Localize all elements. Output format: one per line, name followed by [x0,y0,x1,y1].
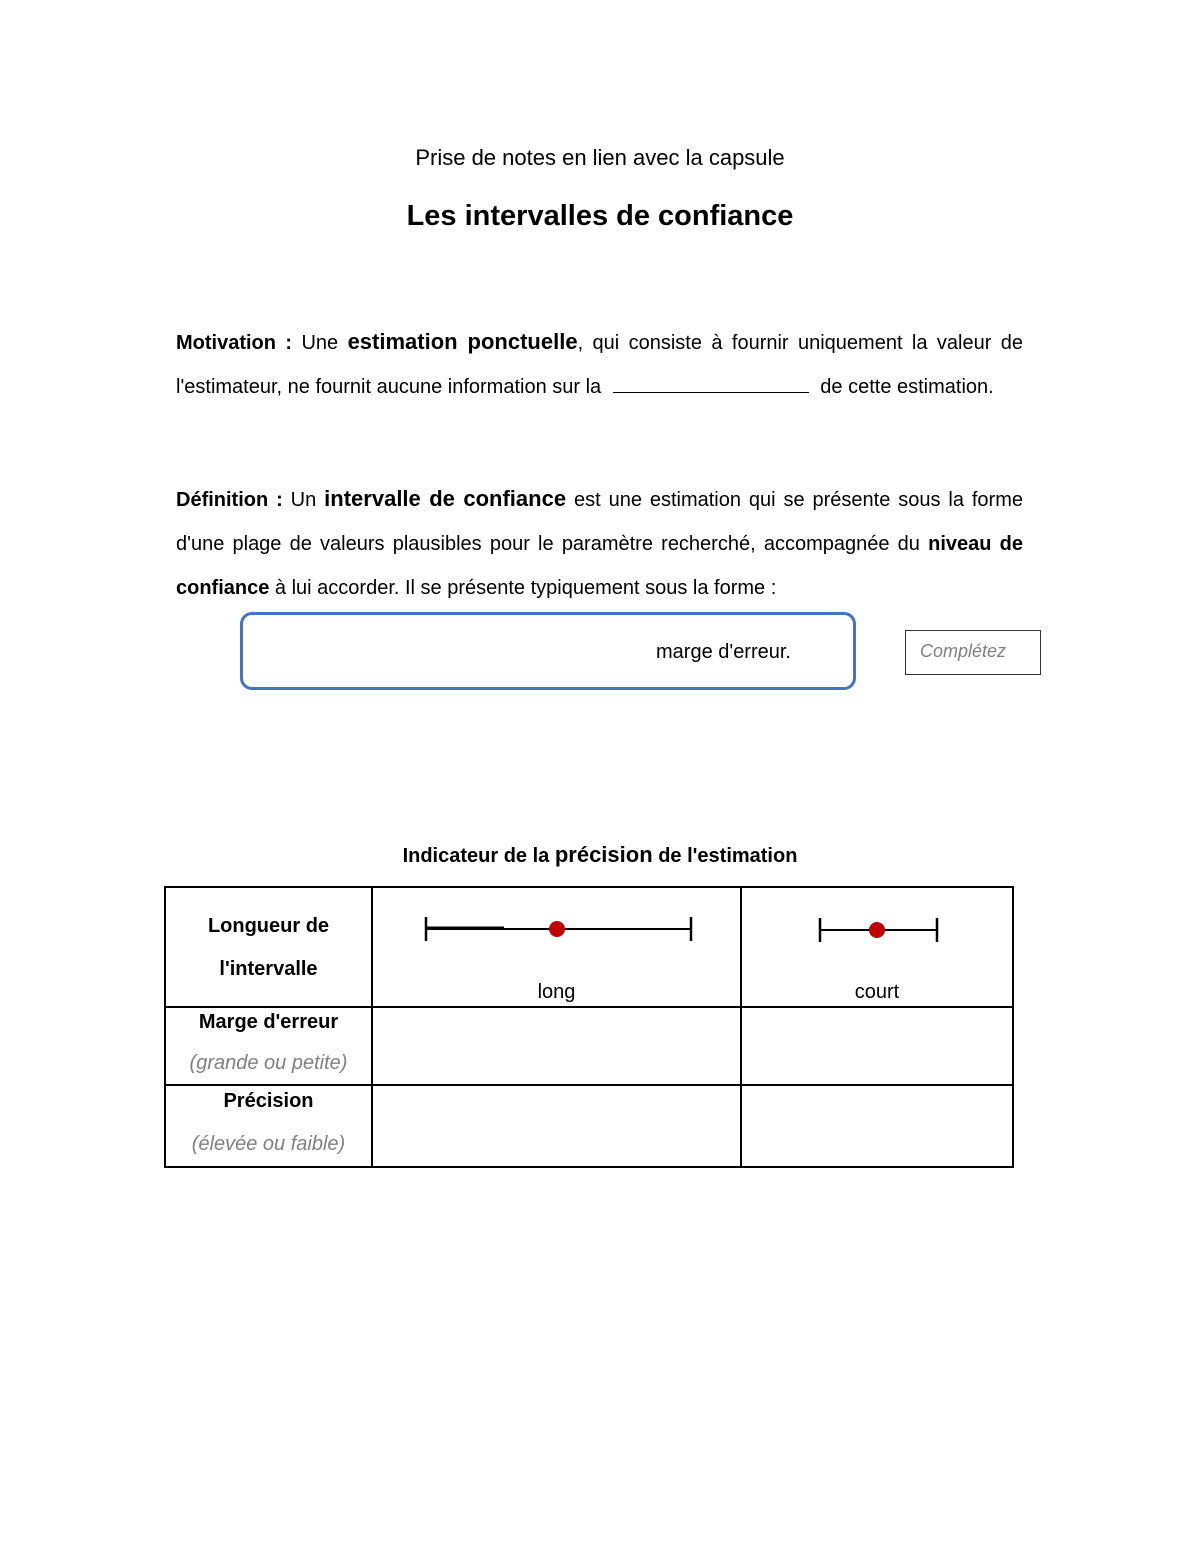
definition-label: Définition : [176,489,283,511]
short-interval-cell [741,887,1013,1007]
row-header-precision-label: Précision [223,1090,314,1112]
motivation-text-2: , qui consiste à fournir uniquement la valeur de l'estimateur, ne fournit aucune information sur la [176,332,1023,398]
row-header-margin-hint: (grande ou petite) [189,1052,348,1074]
motivation-term: estimation ponctuelle [347,329,578,354]
formula-text: marge d'erreur. [656,641,791,663]
motivation-paragraph [176,320,1023,409]
table-caption-2: de l'estimation [652,845,798,867]
precision-short-cell[interactable] [741,1085,1013,1167]
motivation-text-1: Une [292,332,348,354]
row-header-length-line2: l'intervalle [219,958,318,980]
definition-text-2: est une estimation qui se présente sous la forme d'une plage de valeurs plausibles pour le paramètre recherché, accompagnée du [176,489,1024,555]
table-caption-term: précision [554,842,653,867]
margin-long-cell[interactable] [372,1007,741,1085]
long-interval-label: long [537,981,576,1003]
row-header-margin [165,1007,372,1085]
long-interval-point [549,921,565,937]
page-title: Les intervalles de confiance [406,200,794,232]
motivation-label: Motivation : [176,332,293,354]
complete-hint-box: Complétez [905,630,1041,675]
definition-text-1: Un [282,489,325,511]
short-interval-point [869,922,885,938]
definition-paragraph [176,477,1023,610]
page-subtitle: Prise de notes en lien avec la capsule [415,145,785,170]
short-interval-label: court [854,981,900,1003]
precision-table [164,886,1014,1168]
table-row [165,887,1013,1007]
definition-term: intervalle de confiance [324,486,567,511]
row-header-precision [165,1085,372,1167]
margin-short-cell[interactable] [741,1007,1013,1085]
table-row [165,1085,1013,1167]
row-header-margin-label: Marge d'erreur [198,1011,339,1033]
table-row [165,1007,1013,1085]
formula-box[interactable] [240,612,856,690]
row-header-length [165,887,372,1007]
row-header-length-line1: Longueur de [207,915,330,937]
motivation-text-3: de cette estimation. [820,376,994,398]
table-caption [0,842,1200,868]
precision-long-cell[interactable] [372,1085,741,1167]
definition-text-3: à lui accorder. Il se présente typiquement sous la forme : [269,577,777,599]
long-interval-cell [372,887,741,1007]
fill-in-blank[interactable] [613,372,809,393]
definition-term-2: niveau de confiance [176,533,1023,599]
table-caption-1: Indicateur de la [402,845,555,867]
row-header-precision-hint: (élevée ou faible) [191,1133,346,1155]
